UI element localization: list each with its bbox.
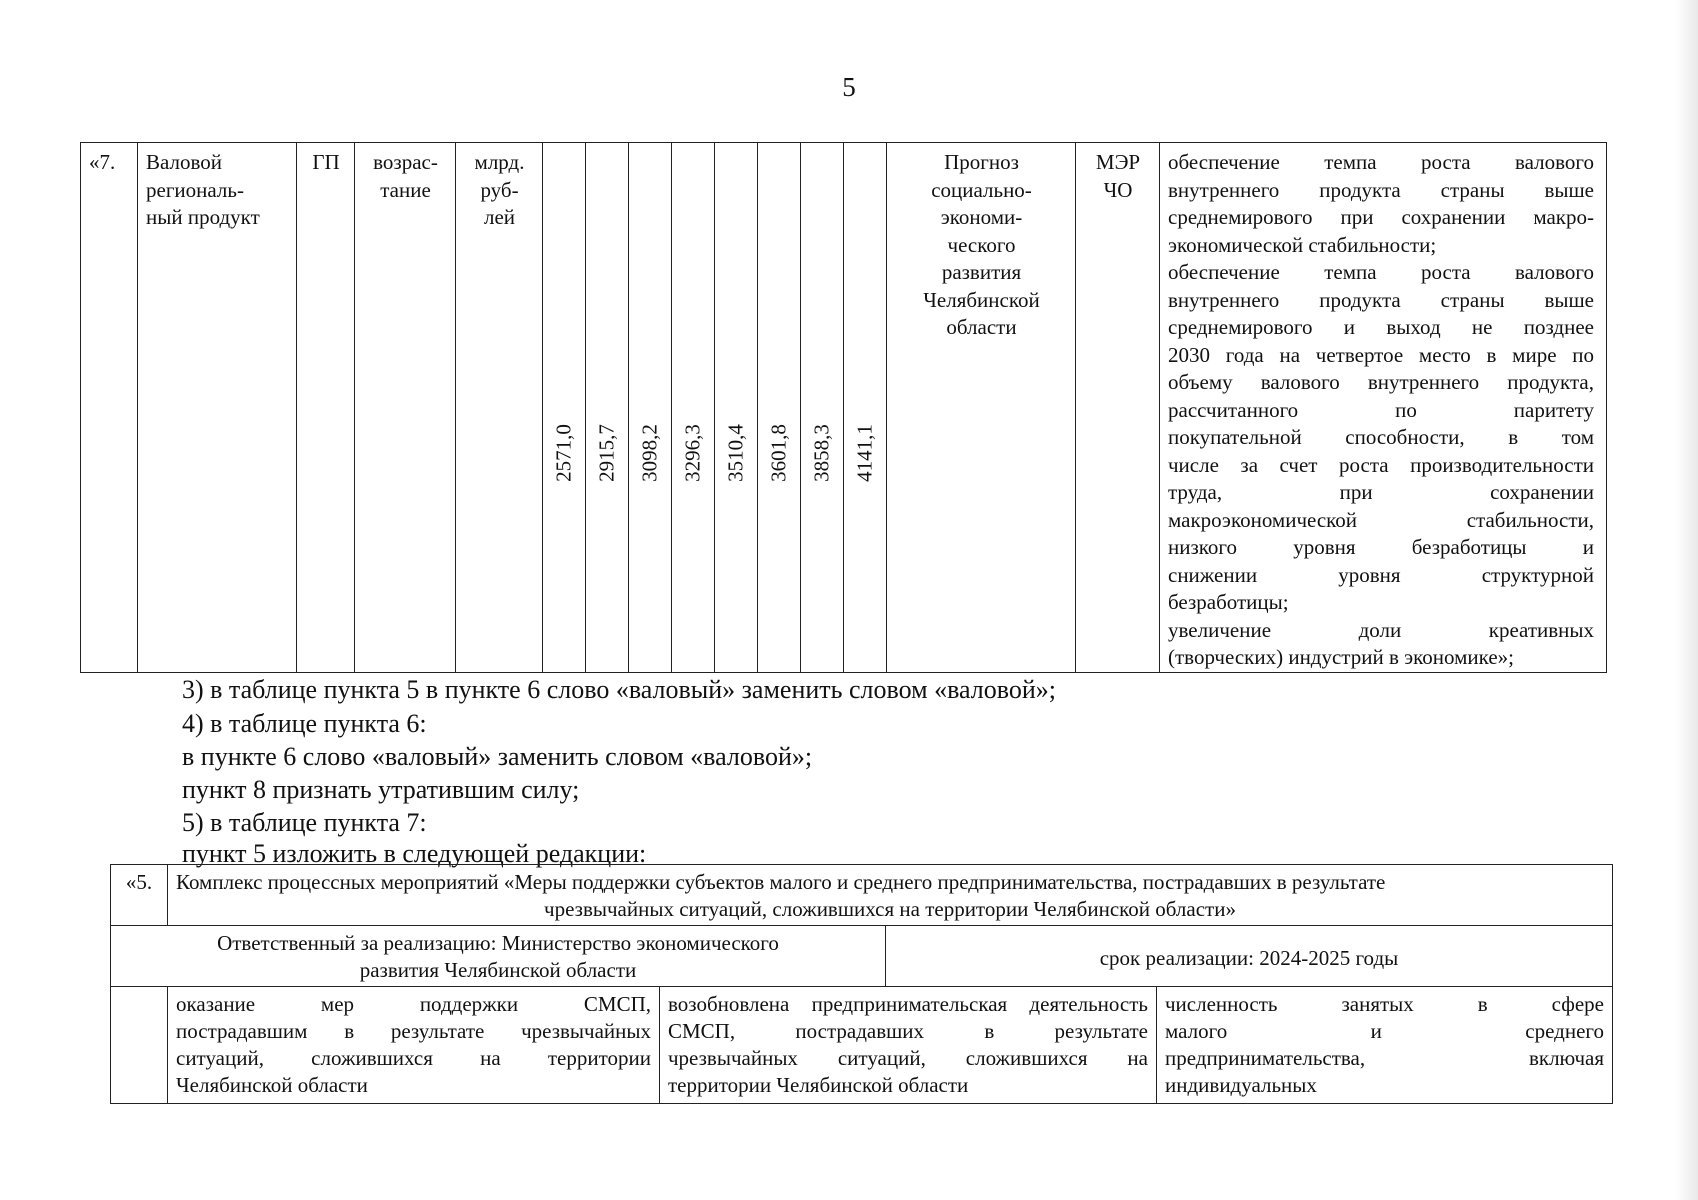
goal-line: объему валового внутреннего продукта,	[1168, 370, 1594, 394]
row-number: «5.	[111, 865, 168, 926]
measures-title-row	[111, 865, 1613, 926]
result-line: чрезвычайных ситуаций, сложившихся на	[668, 1046, 1148, 1070]
body-paragraph: 5) в таблице пункта 7:	[182, 808, 427, 837]
measures-content-row	[111, 987, 1613, 1104]
value-cell	[758, 143, 801, 673]
term-cell: срок реализации: 2024-2025 годы	[886, 926, 1613, 987]
goal-line: обеспечение темпа роста валового	[1168, 150, 1594, 174]
body-paragraph: в пункте 6 слово «валовый» заменить словом «валовой»;	[182, 742, 813, 771]
value-text: 4141,1	[852, 424, 877, 482]
value-cell	[844, 143, 887, 673]
page-number: 5	[842, 72, 856, 102]
responsible-line: развития Челябинской области	[359, 958, 637, 982]
goal-line: внутреннего продукта страны выше	[1168, 177, 1594, 202]
result-line: территории Челябинской области	[668, 1073, 969, 1097]
measures-table	[110, 864, 1613, 1104]
value-cell	[715, 143, 758, 673]
direction-line: тание	[380, 177, 431, 202]
value-text: 2571,0	[551, 424, 576, 482]
goal-line: числе за счет роста производительности	[1168, 452, 1594, 477]
indicator-direction	[355, 143, 456, 673]
responsible-cell	[111, 926, 886, 987]
indicator-line: малого и среднего	[1165, 1019, 1604, 1043]
source-line: области	[946, 315, 1017, 339]
goal-line: среднемирового и выход не позднее	[1168, 315, 1594, 339]
task-line: пострадавшим в результате чрезвычайных	[176, 1019, 651, 1043]
responsible-line: ЧО	[1103, 177, 1133, 202]
name-line: региональ-	[146, 177, 244, 202]
value-text: 3510,4	[723, 424, 748, 482]
goal-line: внутреннего продукта страны выше	[1168, 287, 1594, 312]
indicator-line: индивидуальных	[1165, 1073, 1317, 1097]
value-cell	[801, 143, 844, 673]
name-line: ный продукт	[146, 205, 260, 229]
source-line: социально-	[931, 177, 1032, 202]
goal-line: увеличение доли креативных	[1168, 617, 1594, 642]
row-number: «7.	[81, 143, 138, 673]
task-line: ситуаций, сложившихся на территории	[176, 1046, 651, 1070]
indicator-name	[138, 143, 297, 673]
body-paragraph: пункт 8 признать утратившим силу;	[182, 775, 580, 804]
indicator-table	[80, 142, 1607, 673]
unit-line: млрд.	[474, 150, 525, 174]
goal-line: среднемирового при сохранении макро-	[1168, 205, 1594, 229]
responsible-line: МЭР	[1095, 150, 1141, 174]
task-cell	[168, 987, 660, 1104]
source-line: развития	[941, 260, 1022, 284]
task-line: оказание мер поддержки СМСП,	[176, 992, 651, 1016]
value-text: 3098,2	[637, 424, 662, 482]
value-cell	[629, 143, 672, 673]
unit-line: руб-	[480, 177, 519, 202]
indicator-type: ГП	[297, 143, 355, 673]
complex-title	[168, 865, 1613, 926]
goal-line: рассчитанного по паритету	[1168, 397, 1594, 422]
goal-line: макроэкономической стабильности,	[1168, 507, 1594, 532]
goal-line: обеспечение темпа роста валового	[1168, 260, 1594, 284]
value-text: 3858,3	[809, 424, 834, 482]
indicator-unit	[456, 143, 543, 673]
indicator-row	[81, 143, 1607, 673]
source-line: экономи-	[940, 205, 1023, 229]
goal-line: снижении уровня структурной	[1168, 562, 1594, 587]
goal-line: экономической стабильности;	[1168, 232, 1437, 257]
measures-responsible-row	[111, 926, 1613, 987]
title-line: Комплекс процессных мероприятий «Меры поддержки субъектов малого и среднего предпринимательства, пострадавших в результате	[176, 870, 1386, 894]
goal-line: низкого уровня безработицы и	[1168, 535, 1594, 559]
indicator-goals	[1160, 143, 1607, 673]
value-text: 3601,8	[766, 424, 791, 482]
responsible-line: Ответственный за реализацию: Министерство экономического	[217, 931, 779, 955]
indicator-source	[887, 143, 1076, 673]
task-line: Челябинской области	[176, 1073, 368, 1097]
direction-line: возрас-	[373, 150, 438, 174]
source-line: ческого	[947, 232, 1016, 257]
indicator-line: численность занятых в сфере	[1165, 992, 1604, 1016]
goal-line: 2030 года на четвертое место в мире по	[1168, 342, 1594, 367]
indicator-line: предпринимательства, включая	[1165, 1046, 1604, 1070]
source-line: Прогноз	[944, 150, 1019, 174]
goal-line: (творческих) индустрий в экономике»;	[1168, 645, 1514, 669]
body-paragraph: 3) в таблице пункта 5 в пункте 6 слово «валовый» заменить словом «валовой»;	[182, 675, 1056, 704]
value-cell	[543, 143, 586, 673]
title-line: чрезвычайных ситуаций, сложившихся на территории Челябинской области»	[544, 897, 1236, 921]
scan-edge-shadow	[1676, 0, 1698, 1200]
goal-line: покупательной способности, в том	[1168, 425, 1594, 449]
value-text: 2915,7	[594, 424, 619, 482]
value-cell	[586, 143, 629, 673]
unit-line: лей	[483, 205, 516, 229]
value-text: 3296,3	[680, 424, 705, 482]
body-paragraph: пункт 5 изложить в следующей редакции:	[182, 839, 647, 868]
body-paragraph: 4) в таблице пункта 6:	[182, 709, 427, 738]
name-line: Валовой	[146, 150, 223, 174]
result-line: возобновлена предпринимательская деятельность	[668, 992, 1148, 1016]
indicator-cell	[1157, 987, 1613, 1104]
result-line: СМСП, пострадавших в результате	[668, 1019, 1148, 1043]
result-cell	[660, 987, 1157, 1104]
goal-line: безработицы;	[1168, 590, 1289, 614]
value-cell	[672, 143, 715, 673]
empty-number-cell	[111, 987, 168, 1104]
source-line: Челябинской	[923, 287, 1040, 312]
goal-line: труда, при сохранении	[1168, 480, 1594, 504]
indicator-responsible	[1076, 143, 1160, 673]
